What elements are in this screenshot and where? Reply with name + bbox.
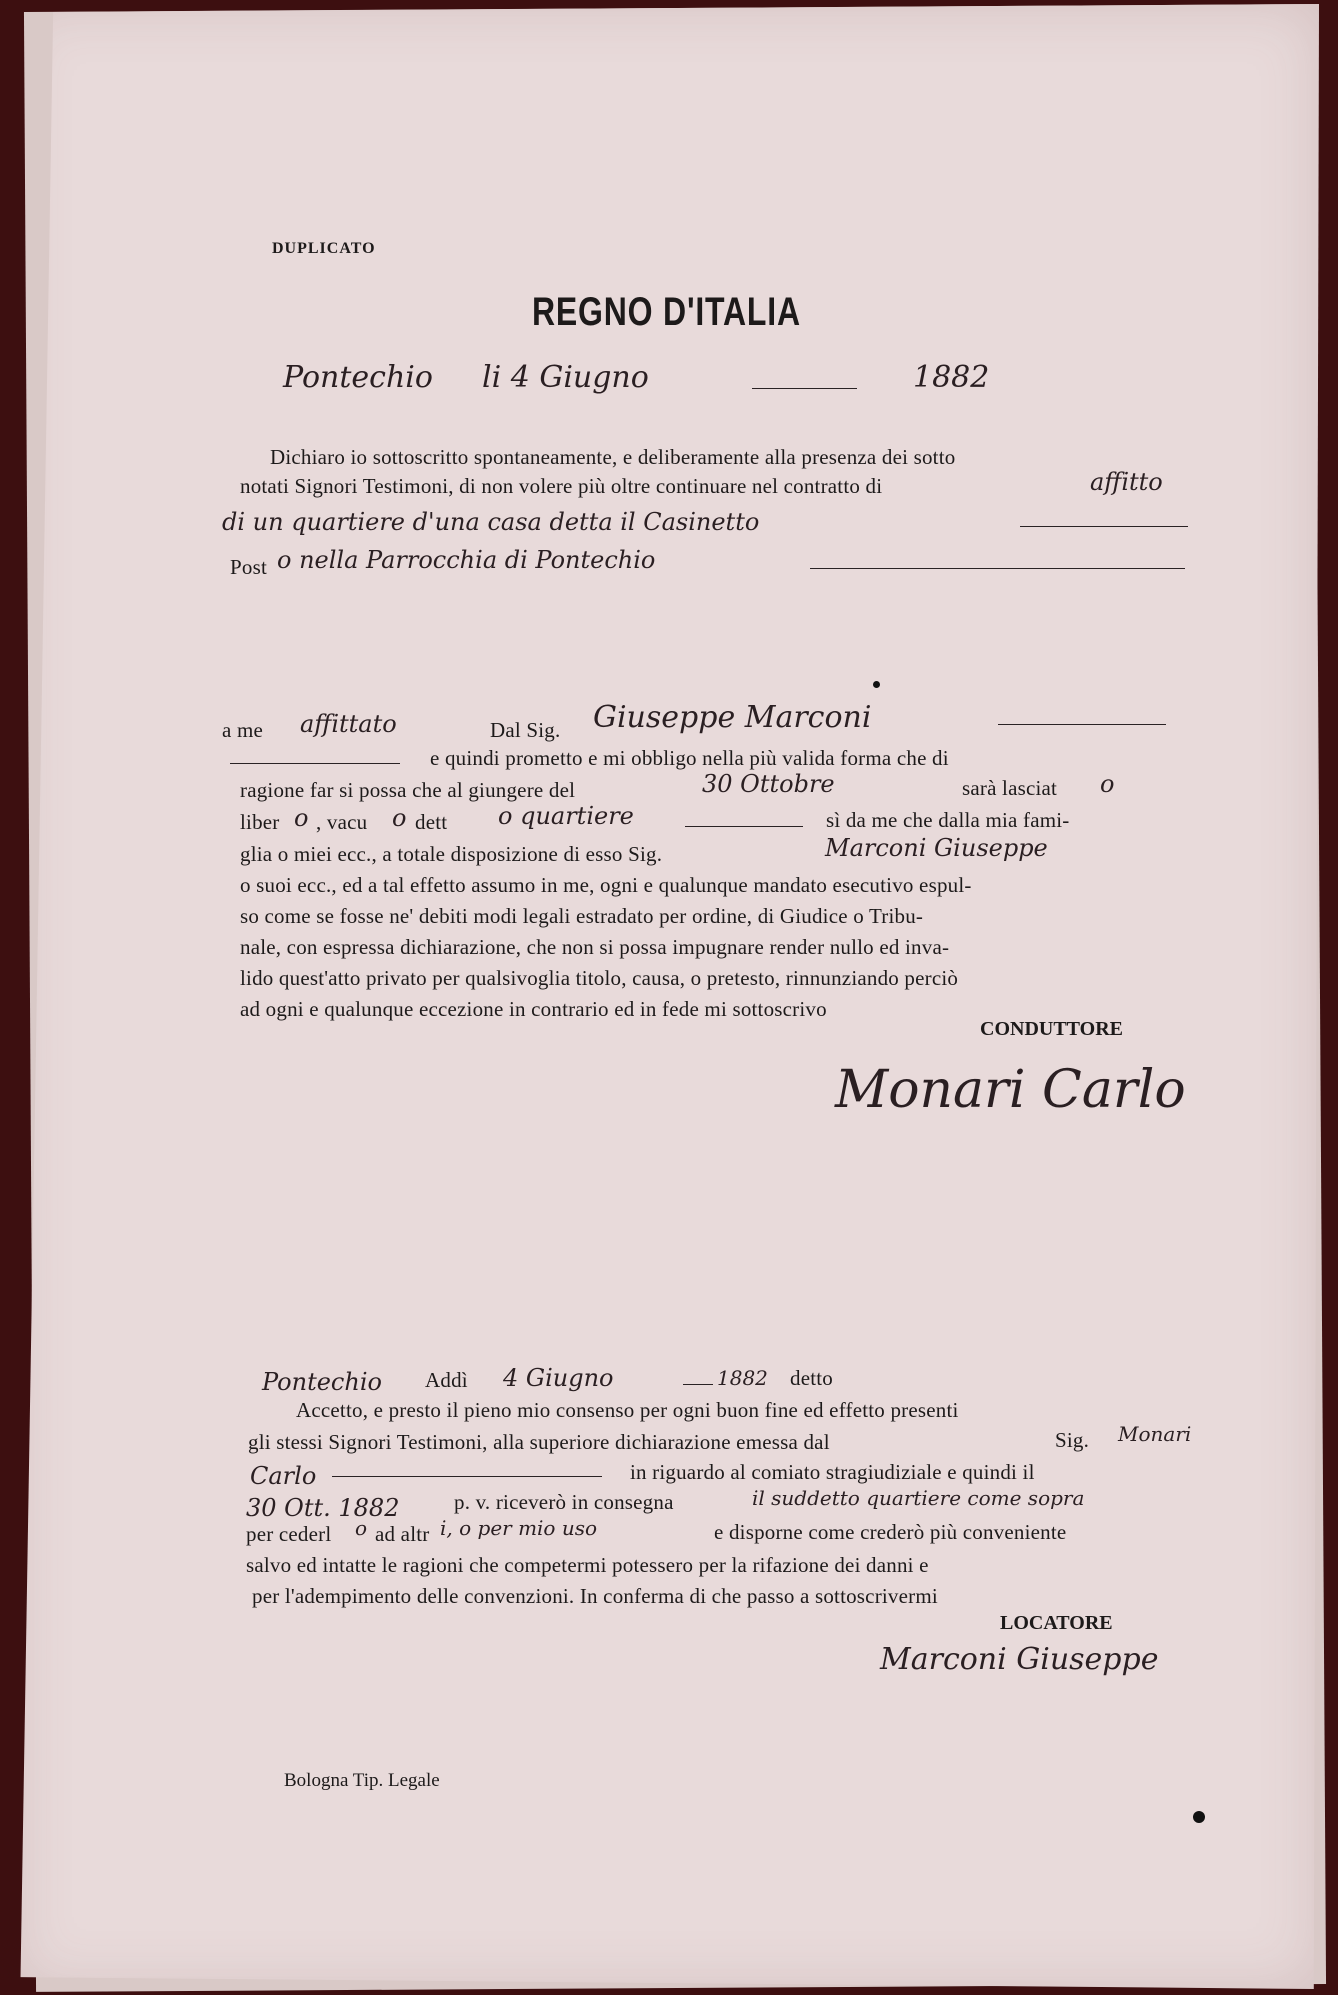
lease-line-2-rule (230, 763, 400, 764)
lease-line-3-b: sarà lasciat (962, 776, 1058, 800)
lease-line-4-b-hand: o (392, 804, 407, 832)
acceptance-place-hand: Pontechio (262, 1368, 382, 1396)
declaration-line-4-label: Post (230, 555, 267, 579)
lease-line-4-c: dett (415, 810, 448, 834)
lease-line-4-d: sì da me che dalla mia fami- (826, 808, 1070, 832)
acceptance-line-6-b: ad altr (375, 1522, 430, 1546)
lease-line-3: ragione far si possa che al giungere del (240, 778, 576, 802)
landlord-role-label: LOCATORE (1000, 1612, 1113, 1634)
acceptance-line-6-a: per cederl (246, 1522, 332, 1546)
acceptance-date-rule (683, 1384, 713, 1385)
duplicate-label: DUPLICATO (272, 240, 376, 257)
dateline-year: 1882 (913, 360, 990, 395)
landlord-signature: Marconi Giuseppe (880, 1642, 1159, 1677)
acceptance-line-5-hand: 30 Ott. 1882 (246, 1494, 400, 1522)
acceptance-line-6-b-hand: i, o per mio uso (440, 1516, 598, 1540)
declaration-line-2: notati Signori Testimoni, di non volere più oltre continuare nel contratto di (240, 474, 883, 498)
acceptance-line-4-hand: Carlo (250, 1462, 317, 1490)
acceptance-line-8: per l'adempimento delle convenzioni. In conferma di che passo a sottoscrivermi (252, 1584, 938, 1608)
lease-line-6: o suoi ecc., ed a tal effetto assumo in me, ogni e qualunque mandato esecutivo espul- (240, 873, 972, 897)
acceptance-line-3-hand: Monari (1118, 1422, 1192, 1446)
lease-line-4-a: liber (240, 810, 280, 834)
declaration-line-2-hand: affitto (1090, 468, 1163, 496)
lease-line-4-a-hand: o (294, 804, 309, 832)
acceptance-line-5: p. v. riceverò in consegna (454, 1490, 674, 1514)
lease-line-4-c-hand: o quartiere (498, 802, 634, 830)
lease-line-5: glia o miei ecc., a totale disposizione di esso Sig. (240, 842, 663, 866)
dateline-rule (752, 388, 857, 389)
ink-dot (873, 681, 880, 688)
acceptance-line-7: salvo ed intatte le ragioni che competermi potessero per la rifazione dei danni e (246, 1553, 929, 1577)
declaration-line-4-hand: o nella Parrocchia di Pontechio (277, 546, 656, 574)
lease-a-me: a me (222, 718, 264, 742)
acceptance-line-6-a-hand: o (355, 1516, 368, 1540)
lease-a-me-hand: affittato (300, 710, 397, 738)
lease-line-1-rule (998, 724, 1166, 725)
acceptance-line-2: Accetto, e presto il pieno mio consenso per ogni buon fine ed effetto presenti (296, 1398, 959, 1422)
acceptance-line-3: gli stessi Signori Testimoni, alla superiore dichiarazione emessa dal (248, 1430, 830, 1454)
lease-line-8: nale, con espressa dichiarazione, che non si possa impugnare render nullo ed inva- (240, 935, 950, 959)
printer-imprint: Bologna Tip. Legale (284, 1770, 440, 1791)
dateline-place: Pontechio (283, 360, 433, 395)
lease-line-4-rule (685, 826, 803, 827)
page-title: REGNO D'ITALIA (532, 290, 801, 334)
tenant-signature: Monari Carlo (835, 1060, 1186, 1120)
declaration-line-3-hand: di un quartiere d'una casa detta il Casinetto (222, 508, 760, 536)
declaration-line-3-rule (1020, 526, 1188, 527)
lease-line-4-b: , vacu (316, 810, 368, 834)
tenant-role-label: CONDUTTORE (980, 1018, 1123, 1040)
acceptance-detto: detto (790, 1366, 833, 1390)
acceptance-line-5-hand-2: il suddetto quartiere come sopra (752, 1486, 1085, 1510)
lease-line-5-hand: Marconi Giuseppe (825, 834, 1048, 862)
lease-landlord-name: Giuseppe Marconi (593, 700, 872, 735)
lease-line-9: lido quest'atto privato per qualsivoglia titolo, causa, o pretesto, rinnunziando perciò (240, 966, 959, 990)
acceptance-addi: Addì (425, 1368, 468, 1392)
lease-line-10: ad ogni e qualunque eccezione in contrario ed in fede mi sottoscrivo (240, 997, 827, 1021)
lease-line-3-hand: 30 Ottobre (702, 770, 835, 798)
lease-line-7: so come se fosse ne' debiti modi legali estradato per ordine, di Giudice o Tribu- (240, 904, 924, 928)
acceptance-line-4-rule (332, 1476, 602, 1477)
lease-line-3-b-hand: o (1100, 770, 1115, 798)
acceptance-date-hand: 4 Giugno (503, 1364, 614, 1392)
ink-dot (1193, 1811, 1205, 1823)
declaration-line-4-rule (810, 568, 1185, 569)
lease-line-2: e quindi prometto e mi obbligo nella più valida forma che di (430, 746, 949, 770)
acceptance-line-6-c: e disporne come crederò più conveniente (714, 1520, 1067, 1544)
acceptance-line-3-sig: Sig. (1055, 1428, 1090, 1452)
lease-dal-sig: Dal Sig. (490, 718, 561, 742)
acceptance-year-hand: 1882 (717, 1366, 768, 1390)
acceptance-line-4: in riguardo al comiato stragiudiziale e quindi il (630, 1460, 1035, 1484)
dateline-day-month: li 4 Giugno (482, 360, 649, 395)
declaration-line-1: Dichiaro io sottoscritto spontaneamente, e deliberamente alla presenza dei sotto (270, 445, 956, 469)
